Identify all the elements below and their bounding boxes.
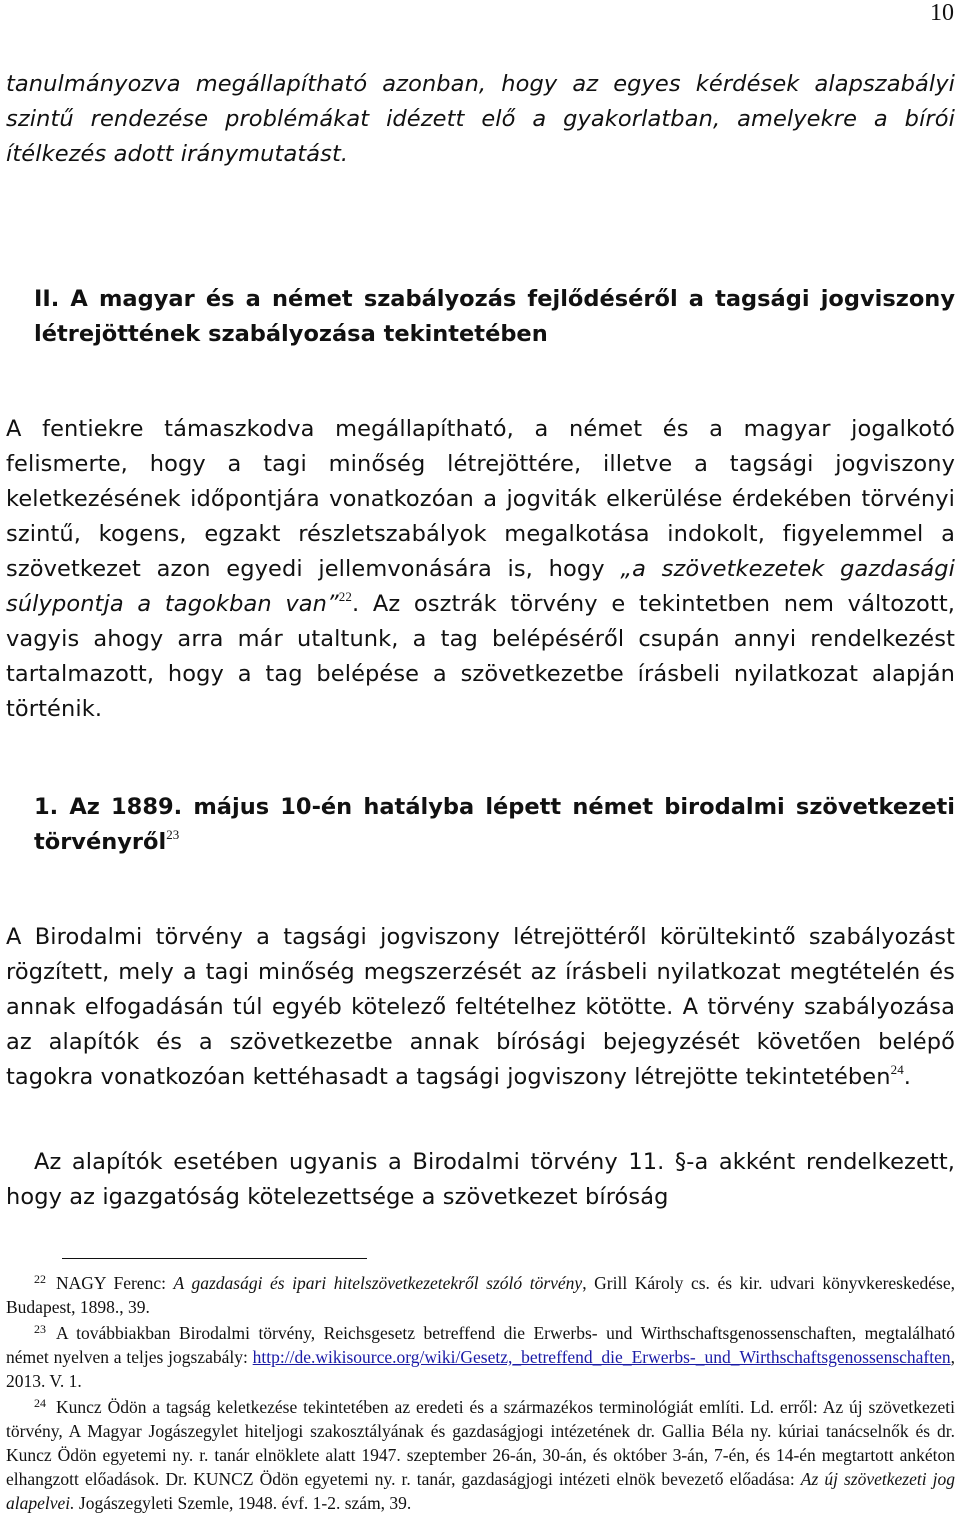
footnote-24-title: Az új szövetkezeti jog alapelvei. <box>6 1469 955 1513</box>
paragraph-birodalmi-end: . <box>903 1064 912 1090</box>
footnote-22-pre: NAGY Ferenc: <box>56 1273 174 1293</box>
paragraph-main <box>6 412 955 727</box>
footnote-number-24: 24 <box>34 1396 46 1410</box>
footnote-23-link[interactable]: http://de.wikisource.org/wiki/Gesetz,_betreffend_die_Erwerbs-_und_Wirthschaftsgenossenschaften <box>252 1347 951 1367</box>
section-heading-ii: II. A magyar és a német szabályozás fejlődéséről a tagsági jogviszony létrejöttének szabályozása tekintetében <box>34 286 955 347</box>
subsection-heading-1 <box>34 790 955 860</box>
footnote-number-22: 22 <box>34 1272 46 1286</box>
footnote-24 <box>6 1395 955 1515</box>
subsection-heading-text: 1. Az 1889. május 10-én hatályba lépett német birodalmi szövetkezeti törvényről <box>34 794 955 855</box>
footnote-ref-24[interactable]: 24 <box>890 1062 904 1077</box>
paragraph-alapitok <box>6 1145 955 1215</box>
footnote-23-post: , 2013. V. 1. <box>6 1347 955 1391</box>
footnote-ref-22[interactable]: 22 <box>338 589 352 604</box>
footnote-22-title: A gazdasági és ipari hitelszövetkezetekről szóló törvény <box>173 1273 583 1293</box>
footnote-22-post: , Grill Károly cs. és kir. udvari könyvkereskedése, Budapest, 1898., 39. <box>6 1273 955 1317</box>
quote-text: „a szövetkezetek gazdasági súlypontja a tagokban van” <box>6 556 956 617</box>
footnote-23-pre: A továbbiakban Birodalmi törvény, Reichsgesetz betreffend die Erwerbs- und Wirthschaftsgenossenschaften, megtalálható német nyelven a teljes jogszabály: <box>6 1323 955 1367</box>
footnote-number-23: 23 <box>34 1322 46 1336</box>
footnote-24-post: Jogászegyleti Szemle, 1948. évf. 1-2. szám, 39. <box>74 1493 412 1513</box>
paragraph-main-text-2: . Az osztrák törvény e tekintetben nem változott, vagyis ahogy arra már utaltunk, a tag belépéséről csupán annyi rendelkezést tartalmazott, hogy a tag belépése a szövetkezetbe írásbeli nyilatkozat alapján történik. <box>6 591 955 722</box>
paragraph-intro: tanulmányozva megállapítható azonban, hogy az egyes kérdések alapszabályi szintű rendezése problémákat idézett elő a gyakorlatban, amelyekre a bírói ítélkezés adott iránymutatást. <box>6 71 955 167</box>
paragraph-birodalmi <box>6 920 955 1095</box>
footnote-23 <box>6 1321 955 1393</box>
footnote-24-pre: Kuncz Ödön a tagság keletkezése tekintetében az eredeti és a származékos terminológiát említi. Ld. erről: Az új szövetkezeti törvény, A Magyar Jogászegylet hiteljogi szakosztályának és gazdaságjogi intézetének dr. Gallia Béla ny. kúriai tanácselnők és dr. Kuncz Ödön egyetemi ny. r. tanár elnöklete alatt 1947. szeptember 26-án, 30-án, és október 3-án, 7-én, és 14-én megtartott ankéton elhangzott előadások. Dr. KUNCZ Ödön egyetemi ny. r. tanár, gazdaságjogi intézeti elnök bevezető előadása: <box>6 1397 955 1489</box>
paragraph-birodalmi-text: A Birodalmi törvény a tagsági jogviszony létrejöttéről körültekintő szabályozást rögzített, mely a tagi minőség megszerzését az írásbeli nyilatkozat megtételén és annak elfogadásán túl egyéb kötelező feltételhez kötötte. A törvény szabályozása az alapítók és a szövetkezetbe annak bírósági bejegyzését követően belépő tagokra vonatkozóan kettéhasadt a tagsági jogviszony létrejötte tekintetében <box>6 924 955 1090</box>
footnote-separator <box>62 1258 367 1259</box>
page-number: 10 <box>930 0 954 26</box>
paragraph-alapitok-text: Az alapítók esetében ugyanis a Birodalmi törvény 11. §-a akként rendelkezett, hogy az igazgatóság kötelezettsége a szövetkezet bíróság <box>6 1149 955 1210</box>
paragraph-main-text-1: A fentiekre támaszkodva megállapítható, a német és a magyar jogalkotó felismerte, hogy a tagi minőség létrejöttére, illetve a tagsági jogviszony keletkezésének időpontjára vonatkozóan a jogviták elkerülése érdekében törvényi szintű, kogens, egzakt részletszabályok megalkotása indokolt, figyelemmel a szövetkezet azon egyedi jellemvonására is, hogy <box>6 416 955 582</box>
footnote-ref-23[interactable]: 23 <box>166 827 180 842</box>
footnote-22 <box>6 1271 955 1319</box>
